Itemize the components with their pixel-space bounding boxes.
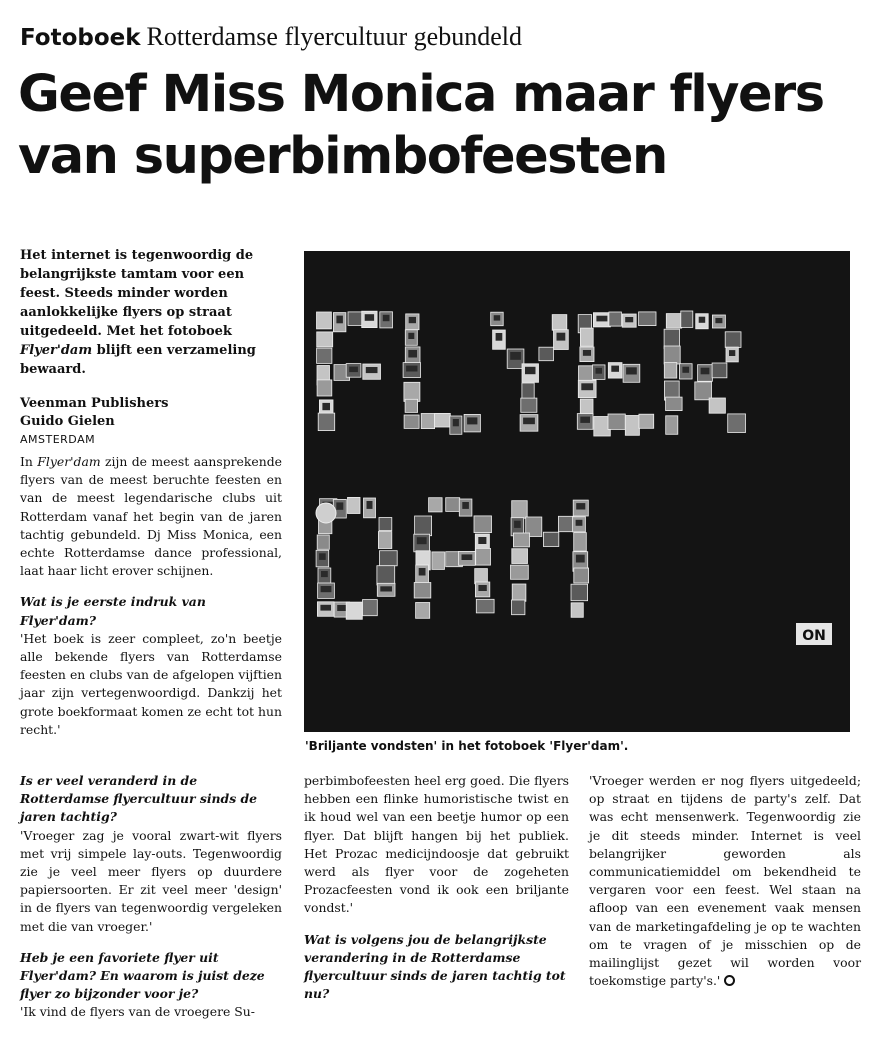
flyer-tile-word2-d0: [377, 566, 395, 585]
flyer-tile-detail: [496, 333, 503, 341]
flyer-tile-word1-r4: [664, 363, 677, 379]
flyer-tile-word1-f0: [317, 312, 332, 329]
flyer-tile-word2-d0: [348, 497, 361, 513]
question-2: Is er veel veranderd in de Rotterdamse flyercultuur sinds de jaren tachtig?: [20, 773, 258, 825]
flyer-tile-word2-d0: [363, 600, 378, 616]
flyer-tile-word2-m2: [543, 532, 558, 546]
flyer-tile-word2-m2: [512, 600, 525, 615]
flyer-tile-detail: [419, 568, 426, 576]
flyer-tile-detail: [462, 502, 469, 509]
flyer-tile-word2-d0: [380, 551, 398, 566]
section-label: Fotoboek: [20, 25, 141, 51]
flyer-tile-detail: [514, 521, 521, 528]
flyer-tile-detail: [626, 367, 637, 374]
flyer-tile-detail: [523, 418, 535, 425]
flyer-tile-detail: [611, 366, 619, 372]
flyer-tile-word2-m2: [512, 501, 528, 519]
flyer-tile-detail: [349, 367, 358, 373]
flyer-tile-detail: [729, 350, 735, 356]
flyer-tile-word1-f0: [317, 332, 333, 347]
lead-paragraph: Het internet is tegenwoordig de belangrijkste tamtam voor een feest. Steeds minder worden aanlokkelijke flyers op straat uitgedeeld. Met het fotoboek Flyer'dam blijft een verzameling bewaard.: [20, 248, 256, 377]
question-4: Wat is volgens jou de belangrijkste verandering in de Rotterdamse flyercultuur sinds de jaren tachtig tot nu?: [304, 931, 566, 1002]
flyer-tile-word1-f0: [318, 413, 335, 431]
on-tile-label: ON: [802, 628, 826, 644]
answer-3-continued: perbimbofeesten heel erg goed. Die flyers hebben een flinke humoristische twist en ik houd wel van een beetje humor op een flyer. Dat blijft hangen bij het publiek. Het Prozac medicijndoosje dat gebruikt werd als flyer voor de zogeheten Prozacfeesten vond ik ook een briljante vondst.': [304, 773, 569, 916]
flyer-tile-word2-a1: [414, 583, 431, 599]
flyer-tile-word1-r4: [681, 311, 693, 327]
flyer-tile-word1-f0: [317, 348, 332, 363]
flyer-tile-detail: [408, 333, 414, 339]
flyer-tile-word1-l1: [421, 414, 434, 429]
flyer-tile-word2-a1: [475, 569, 488, 584]
kicker: [20, 22, 870, 53]
answer-2: 'Vroeger zag je vooral zwart-wit flyers met vrij simpele lay-outs. Tegenwoordig zie je veel meer flyers op duurdere papiersoorten. Er zit veel meer 'design' in de flyers van tegenwoordig vergeleken met die van vroeger.': [20, 827, 282, 934]
flyer-tile-detail: [408, 350, 417, 358]
flyer-tile-detail: [321, 586, 332, 592]
flyer-tile-word2-m2: [571, 603, 583, 618]
flyer-tile-detail: [583, 350, 591, 356]
flyer-tile-detail: [596, 316, 607, 322]
flyer-tile-word1-e3: [625, 416, 639, 436]
flyer-tile-word1-r4: [728, 414, 746, 433]
flyer-tile-detail: [453, 419, 459, 426]
flyer-tile-detail: [383, 315, 390, 321]
flyer-tile-word1-y2: [522, 383, 534, 399]
flyer-tile-detail: [701, 368, 710, 375]
photo-caption: 'Briljante vondsten' in het fotoboek 'Flyer'dam'.: [305, 739, 629, 753]
flyer-tile-word1-f0: [317, 380, 332, 396]
flyer-tile-detail: [576, 503, 585, 509]
flyer-tile-word1-r4: [666, 314, 681, 329]
flyer-tile-word1-l1: [404, 382, 420, 401]
flyer-tile-word2-a1: [474, 516, 492, 533]
flyer-tile-detail: [366, 367, 378, 373]
article-column-2: [304, 772, 569, 1003]
flyer-tile-word2-a1: [446, 498, 460, 512]
flyer-tile-word2-d0: [379, 518, 392, 531]
flyer-tile-word2-m2: [511, 565, 529, 579]
article-column-3: [589, 772, 861, 990]
flyer-tile-detail: [336, 502, 343, 509]
flyer-mosaic: [304, 251, 850, 732]
flyer-tile-detail: [682, 367, 689, 373]
answer-3-start: 'Ik vind de flyers van de vroegere Su-: [20, 1004, 255, 1020]
end-mark-icon: [724, 975, 735, 986]
flyer-tile-detail: [367, 501, 373, 509]
flyer-tile-detail: [576, 555, 585, 563]
question-3: Heb je een favoriete flyer uit Flyer'dam? En waarom is juist deze flyer zo bijzonder voor je?: [20, 949, 265, 1002]
flyer-tile-word2-m2: [558, 516, 574, 531]
flyer-tile-detail: [557, 333, 566, 341]
flyer-tile-word2-d0: [346, 602, 362, 619]
flyer-tile-word1-e3: [609, 312, 622, 326]
flyer-tile-word1-r4: [725, 332, 741, 348]
flyer-tile-word2-a1: [476, 548, 491, 565]
flyer-tile-detail: [580, 417, 590, 423]
flyer-tile-word1-e3: [639, 414, 654, 428]
flyer-tile-detail: [336, 316, 343, 324]
flyer-tile-word2-d0: [317, 535, 329, 549]
flyer-tile-word2-a1: [429, 498, 443, 512]
flyer-tile-word2-a1: [415, 516, 432, 536]
answer-1: 'Het boek is zeer compleet, zo'n beetje alle bekende flyers van Rotterdamse feesten en clubs van de afgelopen vijftien jaar zijn vertegenwoordigd. Dankzij het grote boekformaat komen ze echt tot hun recht.': [20, 630, 282, 737]
flyer-tile-detail: [576, 520, 583, 526]
flyer-tile-detail: [478, 537, 486, 544]
flyer-tile-word2-m2: [574, 533, 587, 552]
flyer-tile-word2-a1: [416, 603, 430, 619]
flyer-tile-detail: [581, 383, 593, 390]
dateline-city: AMSTERDAM: [20, 433, 96, 446]
flyer-tile-detail: [510, 352, 521, 360]
flyer-tile-word1-e3: [608, 414, 625, 429]
flyer-tile-word1-r4: [664, 346, 680, 364]
flyer-tile-detail: [365, 314, 374, 321]
flyer-tile-word1-l1: [405, 399, 418, 412]
flyer-tile-word2-a1: [476, 599, 494, 613]
headline: Geef Miss Monica maar flyers van superbimbofeesten: [18, 65, 824, 186]
flyer-tile-word1-e3: [580, 399, 593, 415]
flyer-tile-word2-a1: [432, 552, 445, 570]
flyer-tile-word1-e3: [580, 328, 593, 346]
publisher: Veenman Publishers: [20, 396, 169, 411]
answer-4: 'Vroeger werden er nog flyers uitgedeeld; op straat en tijdens de party's zelf. Dat was echt mensenwerk. Tegenwoordig zie je dit steeds minder. Internet is veel belangrijker geworden als communicatiemiddel om bekendheid te vergaren voor een feest. Wel staan na afloop van een evenement vaak mensen van de marketingafdeling je op te wachten om te vragen of je misschien op de mailinglijst gezet wil worden voor toekomstige party's.': [589, 773, 861, 989]
flyer-tile-detail: [406, 366, 417, 372]
flyer-tile-word2-m2: [513, 533, 529, 547]
flyer-tile-word2-m2: [512, 549, 528, 564]
flyer-tile-word1-r4: [695, 382, 712, 400]
book-title: Flyer'dam: [20, 343, 93, 358]
round-flyer-tile: [316, 503, 336, 523]
flyer-tile-detail: [320, 605, 331, 611]
flyer-tile-detail: [337, 605, 346, 611]
flyer-tile-word2-d0: [378, 532, 391, 549]
flyer-tile-detail: [699, 317, 706, 323]
intro-paragraph: In Flyer'dam zijn de meest aansprekende flyers van de meest beruchte feesten en van de meest legendarische clubs uit Rotterdam vanaf het begin van de jaren tachtig gebundeld. Dj Miss Monica, een echte Rotterdamse dance professional, laat haar licht erover schijnen.: [20, 454, 282, 579]
flyer-tile-detail: [525, 367, 536, 374]
flyerdam-photo: [304, 251, 850, 732]
flyer-tile-word1-y2: [521, 398, 537, 412]
article-column-1-lower: [20, 772, 282, 1022]
flyer-tile-detail: [321, 571, 328, 577]
flyer-tile-word1-r4: [712, 363, 727, 378]
flyer-tile-word2-m2: [512, 584, 526, 601]
flyer-tile-word2-m2: [574, 568, 589, 583]
question-1: Wat is je eerste indruk van Flyer'dam?: [20, 594, 206, 628]
book-title: Flyer'dam: [37, 454, 101, 469]
article-column-1: [20, 453, 282, 739]
flyer-tile-detail: [462, 554, 473, 560]
flyer-tile-detail: [478, 585, 486, 591]
flyer-tile-word1-y2: [552, 315, 567, 331]
flyer-tile-word1-r4: [709, 398, 725, 413]
flyer-tile-word1-r4: [666, 416, 678, 435]
flyer-tile-word2-m2: [571, 584, 588, 601]
kicker-subject: Rotterdamse flyercultuur gebundeld: [146, 22, 522, 51]
flyer-tile-detail: [322, 403, 330, 410]
flyer-tile-word1-l1: [435, 413, 451, 427]
flyer-tile-detail: [715, 318, 722, 323]
flyer-tile-detail: [625, 317, 633, 322]
flyer-tile-detail: [409, 317, 416, 323]
author: Guido Gielen: [20, 414, 115, 429]
flyer-tile-word1-l1: [404, 415, 419, 428]
flyer-tile-word1-e3: [639, 312, 656, 326]
byline: [20, 395, 282, 449]
flyer-tile-detail: [417, 537, 427, 544]
flyer-tile-word1-y2: [539, 347, 554, 361]
flyer-tile-detail: [494, 315, 501, 320]
flyer-tile-detail: [467, 417, 477, 424]
flyer-tile-detail: [380, 586, 392, 591]
flyer-tile-detail: [596, 368, 603, 374]
flyer-tile-detail: [319, 553, 326, 560]
lead-column: [20, 246, 282, 449]
flyer-tile-word1-r4: [666, 397, 683, 411]
